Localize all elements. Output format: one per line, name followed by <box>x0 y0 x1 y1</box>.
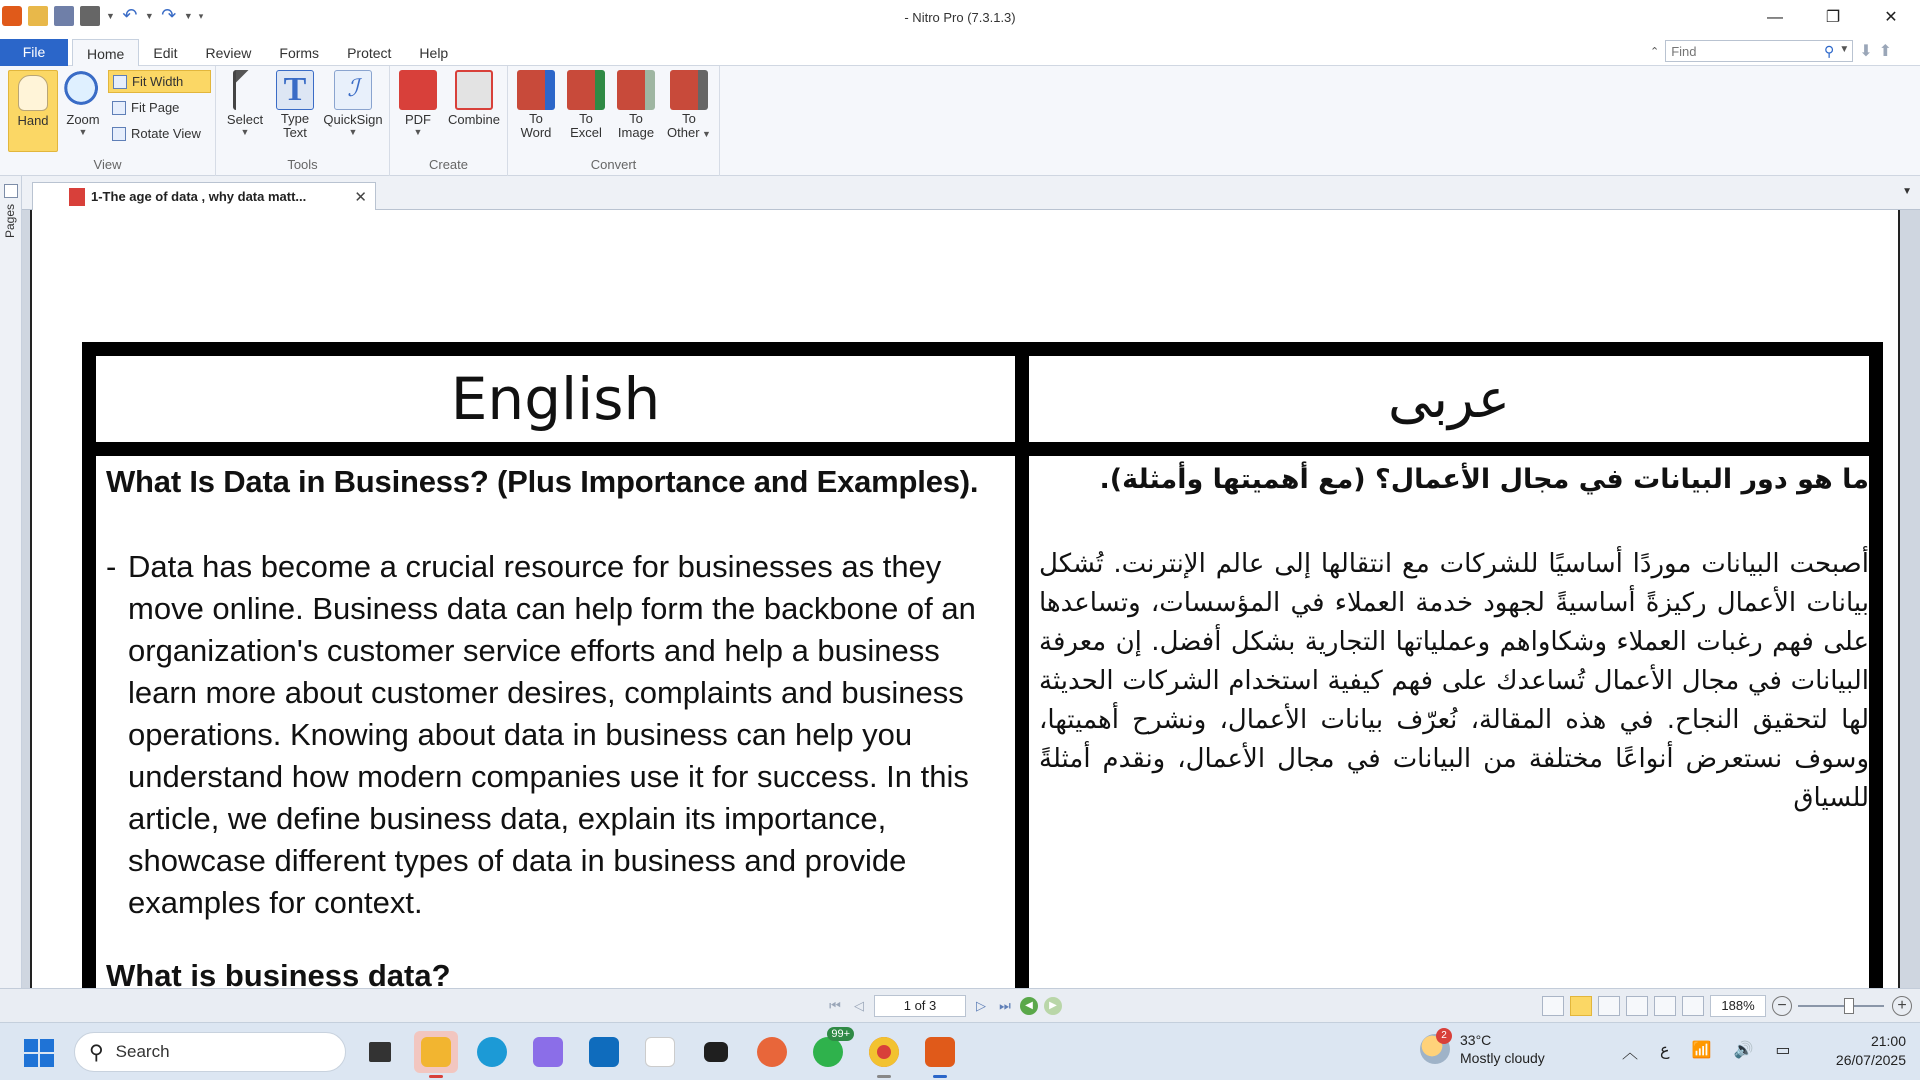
show-hidden-icons-chevron-icon[interactable]: ︿ <box>1622 1045 1639 1062</box>
english-paragraph: Data has become a crucial resource for businesses as they move online. Business data can help form the backbone of an organization's customer service efforts and help a business learn more about customer desires, complaints and business operations. Knowing about data in business can help you understand how modern companies use it for success. In this article, we define business data, explain its importance, showcase different types of data in business and provide examples for context. <box>128 549 976 920</box>
type-text-label-1: Type <box>280 111 310 126</box>
full-screen-view-button[interactable] <box>1682 996 1704 1016</box>
next-view-icon[interactable]: ▶ <box>1044 997 1062 1015</box>
select-label: Select <box>226 112 264 127</box>
redo-icon[interactable]: ↷ <box>161 5 177 25</box>
quicksign-button[interactable] <box>320 70 386 137</box>
to-other-dropdown-icon[interactable]: ▼ <box>699 129 711 139</box>
fit-width-icon <box>113 75 127 89</box>
zoom-button[interactable] <box>60 70 106 137</box>
zoom-slider-thumb[interactable] <box>1844 998 1854 1014</box>
whatsapp-icon[interactable] <box>806 1028 850 1073</box>
pages-panel-strip[interactable] <box>0 176 22 988</box>
combine-icon <box>455 70 493 110</box>
next-page-icon[interactable]: ▷ <box>976 998 986 1013</box>
zoom-slider-track[interactable] <box>1798 1005 1884 1007</box>
to-word-button[interactable] <box>514 70 558 140</box>
tab-help[interactable]: Help <box>419 45 449 61</box>
select-dropdown-icon[interactable]: ▼ <box>240 127 250 137</box>
quicksign-label: QuickSign <box>323 112 383 127</box>
edge-icon[interactable] <box>470 1031 514 1073</box>
create-group <box>390 66 508 176</box>
weather-temperature: 33°C <box>1460 1032 1492 1048</box>
to-other-label-2: Other <box>667 125 700 140</box>
convert-group <box>508 66 720 176</box>
find-previous-icon[interactable]: ⬆ <box>1878 43 1893 60</box>
search-icon: ⚲ <box>89 1041 104 1064</box>
to-excel-label-1: To <box>579 111 593 126</box>
taskbar-search[interactable] <box>74 1032 346 1072</box>
english-bullet <box>106 546 1006 924</box>
copilot-icon[interactable] <box>526 1031 570 1073</box>
find-options-dropdown-icon[interactable]: ▼ <box>1839 44 1850 55</box>
continuous-view-button[interactable] <box>1570 996 1592 1016</box>
tab-list-dropdown-icon[interactable]: ▼ <box>1902 186 1912 197</box>
clock-time: 21:00 <box>1870 1033 1906 1049</box>
collapse-ribbon-icon[interactable]: ⌃ <box>1650 45 1660 58</box>
to-excel-label-2: Excel <box>570 125 602 140</box>
outlook-icon[interactable] <box>582 1031 626 1073</box>
english-cell <box>106 464 1006 988</box>
to-word-icon <box>517 70 555 110</box>
view-group <box>0 66 216 176</box>
arabic-column-header: عربى <box>1387 367 1511 430</box>
zoom-out-icon[interactable]: − <box>1772 996 1792 1016</box>
fit-width-label: Fit Width <box>132 73 184 89</box>
to-other-label-1: To <box>682 111 696 126</box>
clock-date: 26/07/2025 <box>1835 1052 1906 1068</box>
combine-label: Combine <box>447 112 501 127</box>
document-viewer[interactable] <box>22 210 1920 988</box>
dropbox-icon[interactable] <box>694 1031 738 1073</box>
to-image-label-1: To <box>629 111 643 126</box>
fit-page-button[interactable] <box>108 96 211 119</box>
zoom-dropdown-icon[interactable]: ▼ <box>78 127 88 137</box>
whatsapp-badge: 99+ <box>827 1027 854 1041</box>
split-view-button[interactable] <box>1654 996 1676 1016</box>
previous-view-icon[interactable]: ◀ <box>1020 997 1038 1015</box>
wifi-icon[interactable]: 📶 <box>1691 1042 1712 1059</box>
arabic-cell <box>1039 464 1869 818</box>
combine-button[interactable] <box>444 70 504 127</box>
find-input[interactable] <box>1666 41 1816 61</box>
create-group-label: Create <box>428 157 469 172</box>
redo-dropdown-icon[interactable]: ▼ <box>183 11 193 21</box>
file-tab[interactable]: File <box>0 39 68 66</box>
create-pdf-button[interactable] <box>396 70 440 137</box>
zoom-icon <box>64 70 102 110</box>
status-bar <box>0 988 1920 1022</box>
input-language-indicator[interactable]: ع <box>1660 1042 1670 1059</box>
translation-table <box>82 342 1883 988</box>
zoom-in-icon[interactable]: + <box>1892 996 1912 1016</box>
ribbon <box>0 66 1920 176</box>
rotate-view-icon <box>112 127 126 141</box>
create-pdf-icon <box>399 70 437 110</box>
customize-toolbar-icon[interactable]: ▾ <box>198 10 204 21</box>
bullet-dash: - <box>106 549 117 584</box>
quicksign-icon: ℐ <box>334 70 372 110</box>
type-text-icon: T <box>276 70 314 110</box>
zoom-label: Zoom <box>66 112 100 127</box>
create-pdf-dropdown-icon[interactable]: ▼ <box>413 127 423 137</box>
document-tab[interactable] <box>32 182 376 210</box>
minimize-button[interactable]: — <box>1767 9 1783 26</box>
tab-review[interactable]: Review <box>205 45 252 61</box>
document-tab-bar <box>22 176 1920 210</box>
windows-taskbar <box>0 1022 1920 1080</box>
single-page-view-button[interactable] <box>1542 996 1564 1016</box>
to-other-button[interactable] <box>662 70 716 141</box>
facing-continuous-view-button[interactable] <box>1626 996 1648 1016</box>
menu-bar <box>0 36 1920 66</box>
quicksign-dropdown-icon[interactable]: ▼ <box>348 127 358 137</box>
fit-page-label: Fit Page <box>131 99 180 115</box>
page-number-input[interactable]: 1 of 3 <box>874 995 966 1017</box>
fit-page-icon <box>112 101 126 115</box>
taskbar-clock[interactable] <box>1810 1032 1906 1070</box>
print-dropdown-icon[interactable]: ▼ <box>106 11 115 21</box>
convert-group-label: Convert <box>590 157 637 172</box>
view-group-label: View <box>93 157 122 172</box>
select-button[interactable] <box>222 70 268 137</box>
weather-widget[interactable] <box>1420 1031 1545 1067</box>
tab-forms[interactable]: Forms <box>279 45 320 61</box>
arabic-paragraph: أصبحت البيانات موردًا أساسيًا للشركات مع انتقالها إلى عالم الإنترنت. تُشكل بيانات الأعمال ركيزةً أساسيةً لجهود خدمة العملاء في المؤسسات، وتساعدها على فهم رغبات العملاء وشكاواهم وعملياتها التجارية بشكل أفضل. إن معرفة البيانات في مجال الأعمال تُساعدك على فهم كيفية استخدام الشركات الحديثة لها لتحقيق النجاح. في هذه المقالة، نُعرّف بيانات الأعمال، ونشرح أهميتها، وسوف نستعرض أنواعًا مختلفة من البيانات في مجال الأعمال، ونقدم أمثلةً للسياق <box>1039 549 1869 813</box>
restore-button[interactable]: ❐ <box>1825 9 1841 26</box>
windows-start-icon[interactable] <box>24 1039 54 1067</box>
amazon-icon[interactable] <box>638 1031 682 1073</box>
undo-dropdown-icon[interactable]: ▼ <box>144 11 154 21</box>
close-tab-icon[interactable]: ✕ <box>354 188 367 206</box>
title-bar <box>0 0 1920 36</box>
pages-icon <box>4 184 18 198</box>
to-image-button[interactable] <box>612 70 660 140</box>
last-page-icon[interactable]: ⏭ <box>999 998 1011 1013</box>
find-bar <box>1650 40 1892 62</box>
find-next-icon[interactable]: ⬇ <box>1859 43 1873 60</box>
tools-group <box>216 66 390 176</box>
document-tab-title: 1-The age of data , why data matt... <box>91 189 307 204</box>
file-explorer-icon[interactable] <box>414 1031 458 1073</box>
taskbar-search-label: Search <box>115 1042 170 1061</box>
battery-icon[interactable]: ▭ <box>1775 1042 1791 1059</box>
weather-description: Mostly cloudy <box>1460 1050 1545 1066</box>
to-image-label-2: Image <box>617 125 655 140</box>
hand-button[interactable] <box>8 70 58 152</box>
to-image-icon <box>617 70 655 110</box>
task-view-icon[interactable] <box>358 1031 402 1073</box>
nitro-pro-taskbar-icon[interactable] <box>918 1031 962 1073</box>
row-divider <box>96 442 1869 456</box>
arabic-heading: ما هو دور البيانات في مجال الأعمال؟ (مع أهميتها وأمثلة). <box>1099 464 1869 495</box>
english-heading: What Is Data in Business? (Plus Importance and Examples). <box>106 464 979 499</box>
previous-page-icon[interactable]: ◁ <box>854 998 864 1013</box>
weather-cloud-icon <box>1420 1030 1450 1064</box>
to-other-icon <box>670 70 708 110</box>
english-column-header: English <box>450 365 661 433</box>
system-tray <box>1622 1040 1791 1063</box>
zoom-slider[interactable] <box>1772 996 1912 1016</box>
facing-view-button[interactable] <box>1598 996 1620 1016</box>
hand-label: Hand <box>17 113 49 128</box>
hand-icon <box>18 75 48 111</box>
fit-width-button[interactable] <box>108 70 211 93</box>
rotate-view-label: Rotate View <box>131 125 201 141</box>
tab-home[interactable]: Home <box>72 39 139 66</box>
find-box <box>1665 40 1853 62</box>
pdf-page <box>30 210 1900 988</box>
firefox-icon[interactable] <box>750 1031 794 1073</box>
to-word-label-2: Word <box>520 125 552 140</box>
close-window-button[interactable]: ✕ <box>1884 9 1898 26</box>
search-icon[interactable]: ⚲ <box>1823 43 1835 59</box>
select-cursor-icon <box>233 70 257 110</box>
first-page-icon[interactable]: ⏮ <box>829 998 841 1013</box>
zoom-level-field[interactable]: 188% <box>1710 995 1766 1017</box>
to-excel-icon <box>567 70 605 110</box>
tab-edit[interactable]: Edit <box>153 45 178 61</box>
chrome-icon[interactable] <box>862 1031 906 1073</box>
type-text-label-2: Text <box>283 125 307 140</box>
view-mode-buttons <box>1542 996 1704 1016</box>
page-navigation <box>826 995 1062 1017</box>
tab-protect[interactable]: Protect <box>347 45 392 61</box>
taskbar-apps <box>358 1028 962 1073</box>
window-title: - Nitro Pro (7.3.1.3) <box>904 10 1016 25</box>
create-pdf-label: PDF <box>405 112 431 127</box>
to-excel-button[interactable] <box>564 70 608 140</box>
weather-badge: 2 <box>1436 1028 1452 1044</box>
tools-group-label: Tools <box>287 157 318 172</box>
english-subheading: What is business data? <box>106 958 451 988</box>
pdf-file-icon <box>69 188 85 206</box>
pages-label: Pages <box>2 204 17 239</box>
volume-icon[interactable]: 🔊 <box>1733 1042 1754 1059</box>
undo-icon[interactable]: ↶ <box>122 5 138 25</box>
to-word-label-1: To <box>529 111 543 126</box>
rotate-view-button[interactable] <box>108 122 211 145</box>
type-text-button[interactable] <box>272 70 318 140</box>
